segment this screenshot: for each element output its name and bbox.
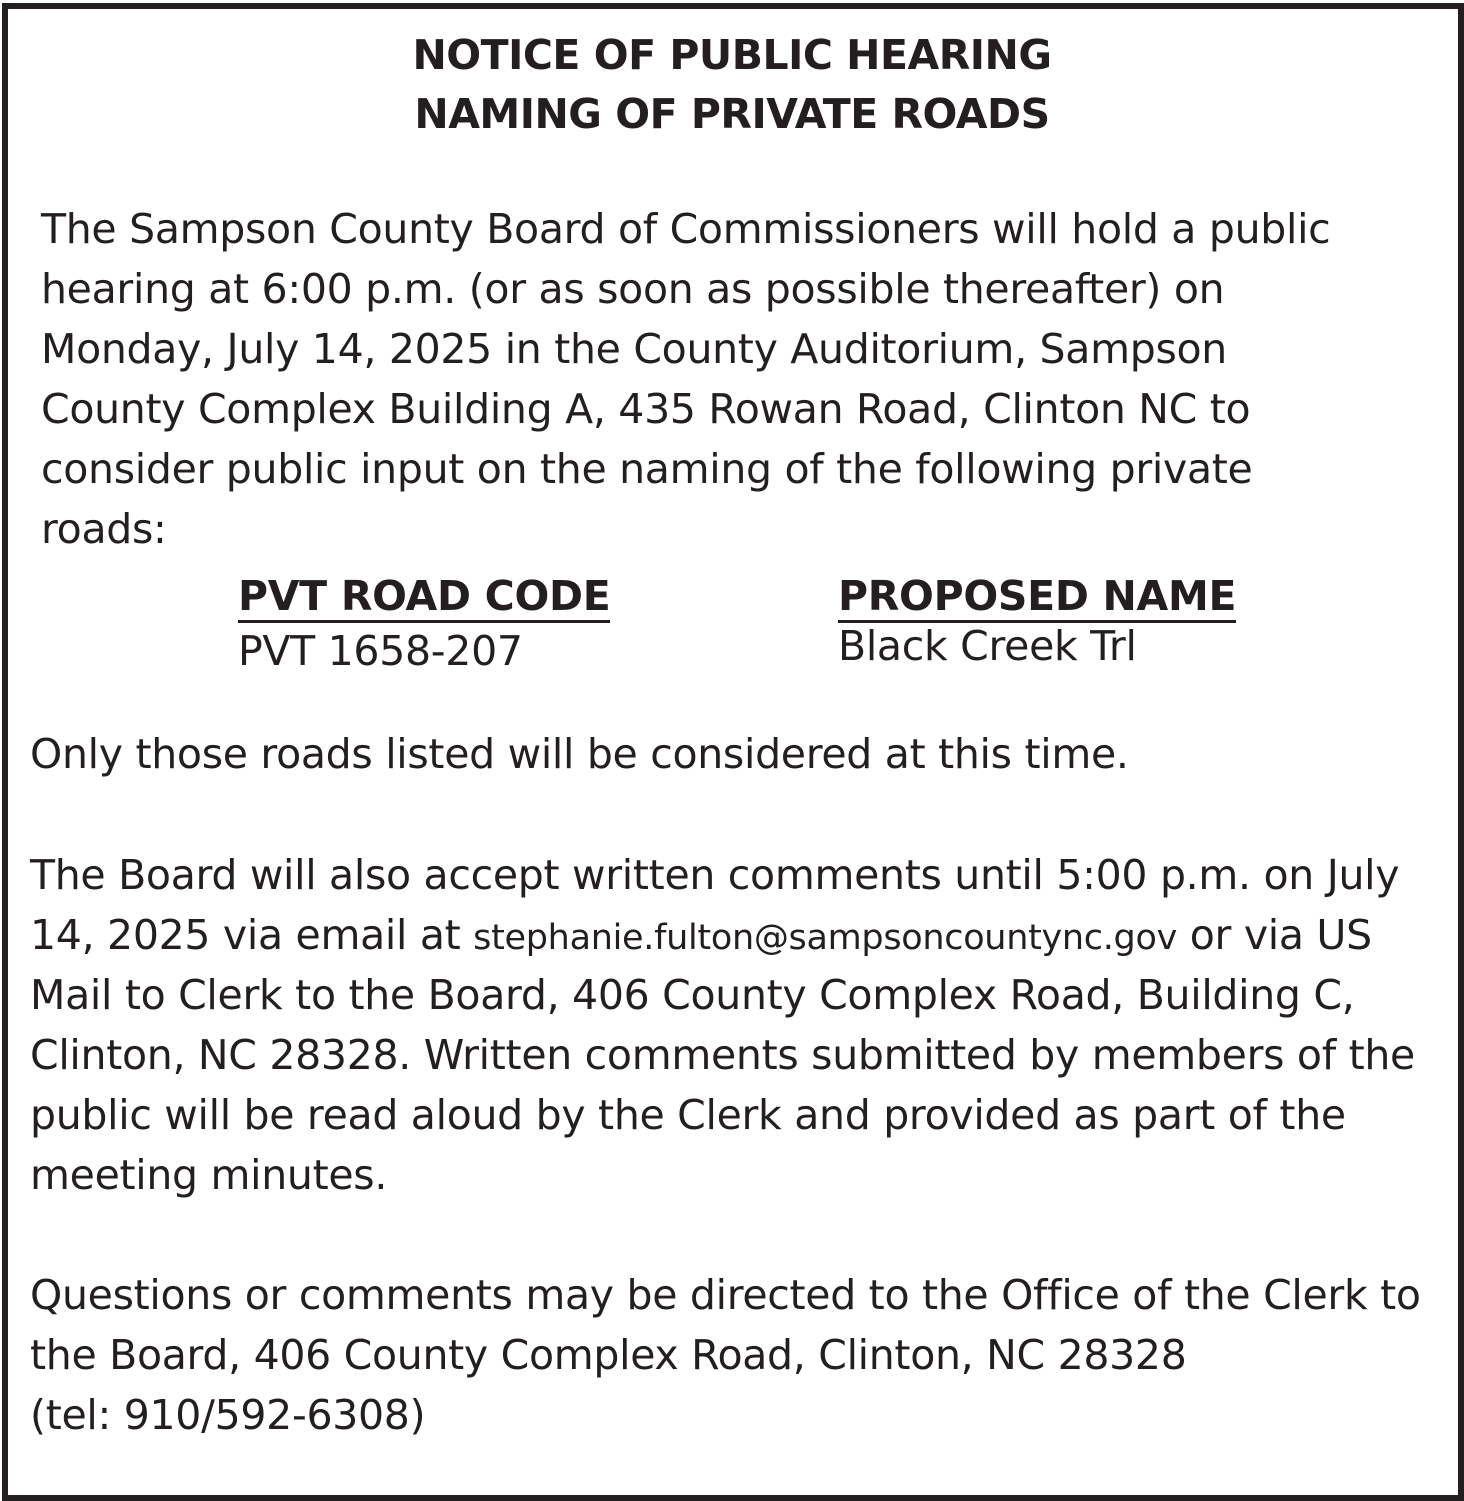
comments-line: Clinton, NC 28328. Written comments submitted by members of the [30, 1031, 1415, 1079]
intro-line: Monday, July 14, 2025 in the County Auditorium, Sampson [41, 325, 1227, 373]
intro-paragraph [41, 199, 1330, 559]
proposed-name-header: PROPOSED NAME [838, 573, 1236, 623]
comments-paragraph [30, 845, 1415, 1205]
questions-paragraph [30, 1265, 1421, 1445]
comments-text: 14, 2025 via email at [30, 911, 474, 959]
comments-line: Mail to Clerk to the Board, 406 County Complex Road, Building C, [30, 971, 1355, 1019]
intro-line: consider public input on the naming of the following private [41, 445, 1253, 493]
questions-line: Questions or comments may be directed to the Office of the Clerk to [30, 1271, 1421, 1319]
comments-line-email [30, 905, 1415, 965]
road-code-cell: PVT 1658-207 [238, 627, 523, 675]
comments-line: public will be read aloud by the Clerk and provided as part of the [30, 1091, 1346, 1139]
road-code-header: PVT ROAD CODE [238, 573, 610, 623]
email-address-link[interactable]: stephanie.fulton@sampsoncountync.gov [473, 918, 1178, 958]
comments-line: The Board will also accept written comments until 5:00 p.m. on July [30, 851, 1400, 899]
intro-line: The Sampson County Board of Commissioners will hold a public [41, 205, 1331, 253]
intro-line: hearing at 6:00 p.m. (or as soon as possible thereafter) on [41, 265, 1225, 313]
phone-number: (tel: 910/592-6308) [30, 1391, 426, 1439]
comments-line: meeting minutes. [30, 1151, 388, 1199]
intro-line: County Complex Building A, 435 Rowan Road, Clinton NC to [41, 385, 1251, 433]
notice-subtitle: NAMING OF PRIVATE ROADS [414, 90, 1050, 138]
road-code-column [238, 572, 610, 679]
proposed-name-column [838, 572, 1236, 669]
notice-title: NOTICE OF PUBLIC HEARING [412, 31, 1052, 79]
only-listed-line: Only those roads listed will be considered at this time. [30, 730, 1129, 778]
only-listed-paragraph [30, 724, 1129, 784]
proposed-name-cell: Black Creek Trl [838, 622, 1137, 670]
comments-text: or via US [1177, 911, 1372, 959]
intro-line: roads: [41, 505, 167, 553]
questions-line: the Board, 406 County Complex Road, Clinton, NC 28328 [30, 1331, 1187, 1379]
